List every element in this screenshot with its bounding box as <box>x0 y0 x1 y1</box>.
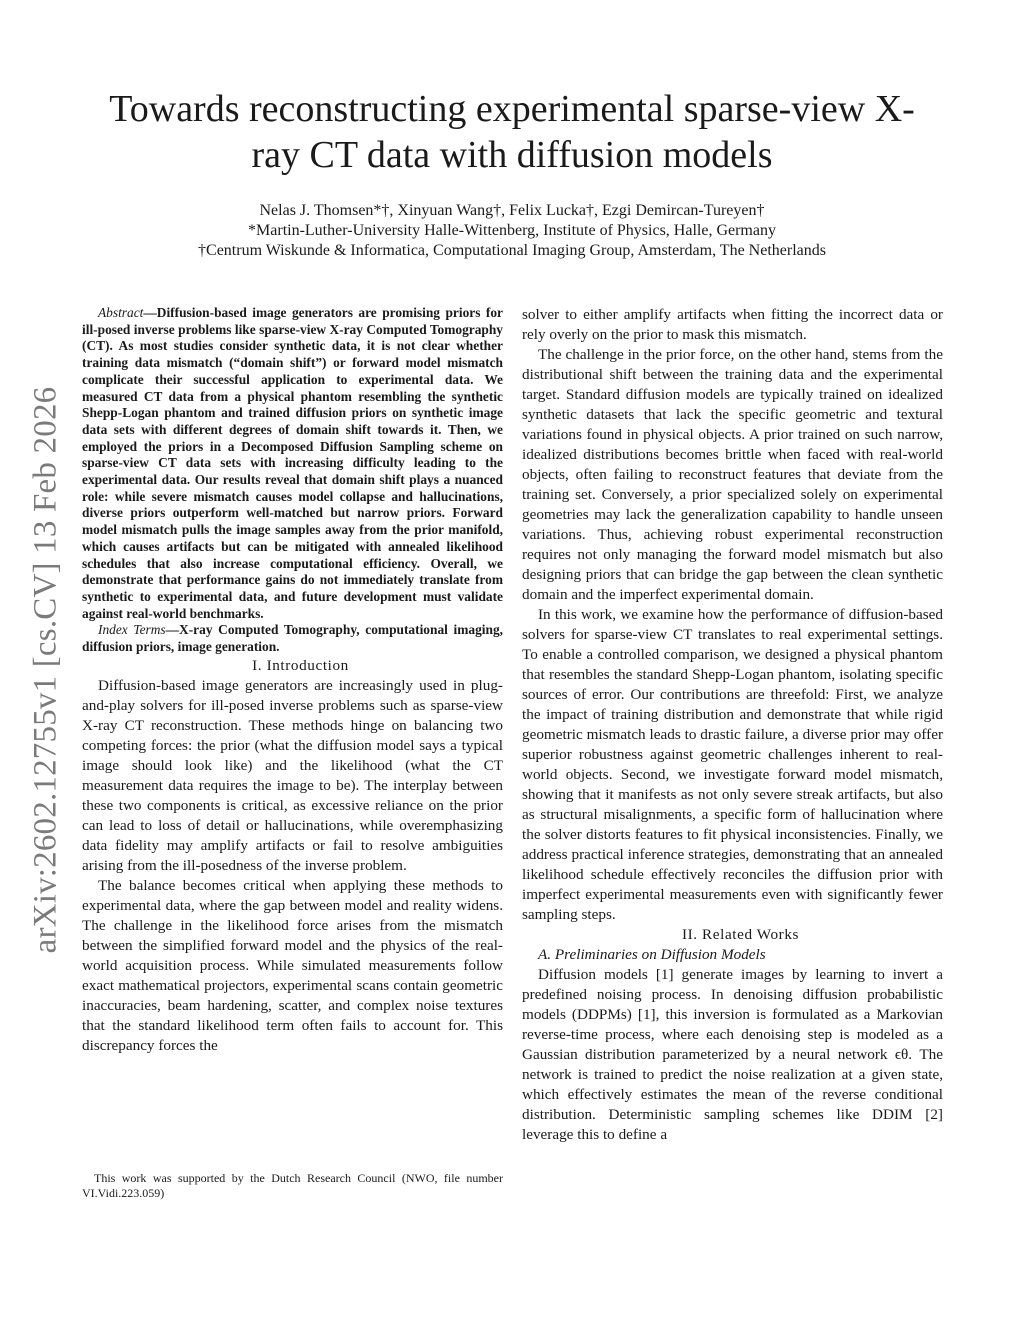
index-terms <box>82 622 503 655</box>
intro-paragraph-2-continued: solver to either amplify artifacts when fitting the incorrect data or rely overly on the prior to mask this mismatch. <box>522 306 943 343</box>
abstract-label: Abstract <box>98 305 144 320</box>
section-heading-related-works: II. Related Works <box>681 926 800 943</box>
left-column <box>82 305 503 1056</box>
funding-footnote: This work was supported by the Dutch Research Council (NWO, file number VI.Vidi.223.059) <box>82 1171 503 1200</box>
section-heading-introduction: I. Introduction <box>252 656 349 674</box>
related-works-paragraph-1: Diffusion models [1] generate images by learning to invert a predefined noising process. In denoising diffusion probabilistic models (DDPMs) [1], this inversion is formulated as a Markovian reverse-time process, where each denoising step is modeled as a Gaussian distribution parameterized by a neural network ϵθ. The network is trained to predict the noise realization at a given state, which effectively estimates the mean of the reverse conditional distribution. Deterministic sampling schemes like DDIM [2] leverage this to define a <box>522 966 943 1143</box>
abstract <box>82 305 503 622</box>
abstract-text: —Diffusion-based image generators are promising priors for ill-posed inverse problems like sparse-view X-ray Computed Tomography (CT). As most studies consider synthetic data, it is not clear whether training data mismatch (“domain shift”) or forward model mismatch complicate their successful application to experimental data. We measured CT data from a physical phantom resembling the synthetic Shepp-Logan phantom and trained diffusion priors on synthetic image data sets with different degrees of domain shift towards it. Then, we employed the priors in a Decomposed Diffusion Sampling scheme on sparse-view CT data sets with increasing difficulty leading to the experimental data. Our results reveal that domain shift plays a nuanced role: while severe mismatch causes model collapse and hallucinations, diverse priors outperform well-matched but narrow priors. Forward model mismatch pulls the image samples away from the prior manifold, which causes artifacts but can be mitigated with annealed likelihood schedules that also increase computational efficiency. Overall, we demonstrate that performance gains do not immediately translate from synthetic to experimental data, and future development must validate against real-world benchmarks. <box>82 305 503 621</box>
intro-paragraph-4: In this work, we examine how the performance of diffusion-based solvers for sparse-view CT translates to real experimental settings. To enable a controlled comparison, we designed a physical phantom that resembles the standard Shepp-Logan phantom, isolating specific sources of error. Our contributions are threefold: First, we analyze the impact of training distribution and demonstrate that while rigid geometric mismatch leads to drastic failure, a diverse prior may offer superior robustness against geometric challenges inherent to real-world objects. Second, we investigate forward model mismatch, showing that it manifests as not only severe streak artifacts, but also as structural misalignments, a specific form of hallucination where the solver distorts features to fit physical inconsistencies. Finally, we address practical inference strategies, demonstrating that an annealed likelihood schedule effectively reconciles the diffusion prior with imperfect experimental measurements even with significantly fewer sampling steps. <box>522 606 943 923</box>
arxiv-identifier: arXiv:2602.12755v1 [cs.CV] 13 Feb 2026 <box>27 386 64 954</box>
subsection-heading-preliminaries: A. Preliminaries on Diffusion Models <box>538 946 766 963</box>
paper-title: Towards reconstructing experimental sparse-view X-ray CT data with diffusion models <box>109 88 915 176</box>
index-terms-label: Index Terms <box>98 622 166 638</box>
index-terms-text: —X-ray Computed Tomography, computational imaging, diffusion priors, image generation. <box>82 622 503 655</box>
intro-paragraph-1: Diffusion-based image generators are increasingly used in plug-and-play solvers for ill-posed inverse problems such as sparse-view X-ray CT reconstruction. These methods hinge on balancing two competing forces: the prior (what the diffusion model says a typical image should look like) and the likelihood (what the CT measurement data requires the image to be). The interplay between these two components is critical, as excessive reliance on the prior can lead to loss of detail or hallucinations, while overemphasizing data fidelity may amplify artifacts or fail to resolve ambiguities arising from the ill-posedness of the inverse problem. <box>82 676 503 874</box>
author-list: Nelas J. Thomsen*†, Xinyuan Wang†, Felix Lucka†, Ezgi Demircan-Tureyen† <box>259 202 765 219</box>
arxiv-sidebar <box>18 370 74 970</box>
intro-paragraph-3: The challenge in the prior force, on the other hand, stems from the distributional shift between the training data and the experimental target. Standard diffusion models are typically trained on idealized synthetic datasets that lack the specific geometric and textural variations found in physical objects. A prior trained on such narrow, idealized distributions becomes brittle when faced with real-world objects, often failing to reconstruct features that deviate from the training set. Conversely, a prior specialized solely on experimental geometries may lack the generalization capability to handle unseen variations. Thus, achieving robust experimental reconstruction requires not only managing the forward model mismatch but also designing priors that can bridge the gap between the clean synthetic domain and the imperfect experimental domain. <box>522 346 943 603</box>
right-column <box>522 305 943 1145</box>
intro-paragraph-2: The balance becomes critical when applying these methods to experimental data, where the gap between model and reality widens. The challenge in the likelihood force arises from the mismatch between the simplified forward model and the physics of the real-world acquisition process. While simulated measurements follow exact mathematical projectors, experimental scans contain geometric inaccuracies, beam hardening, scatter, and complex noise textures that the standard likelihood term often fails to account for. This discrepancy forces the <box>82 876 503 1054</box>
affiliation-2: †Centrum Wiskunde & Informatica, Computational Imaging Group, Amsterdam, The Netherlands <box>198 242 826 259</box>
author-block <box>90 201 934 261</box>
affiliation-1: *Martin-Luther-University Halle-Wittenberg, Institute of Physics, Halle, Germany <box>248 222 776 239</box>
